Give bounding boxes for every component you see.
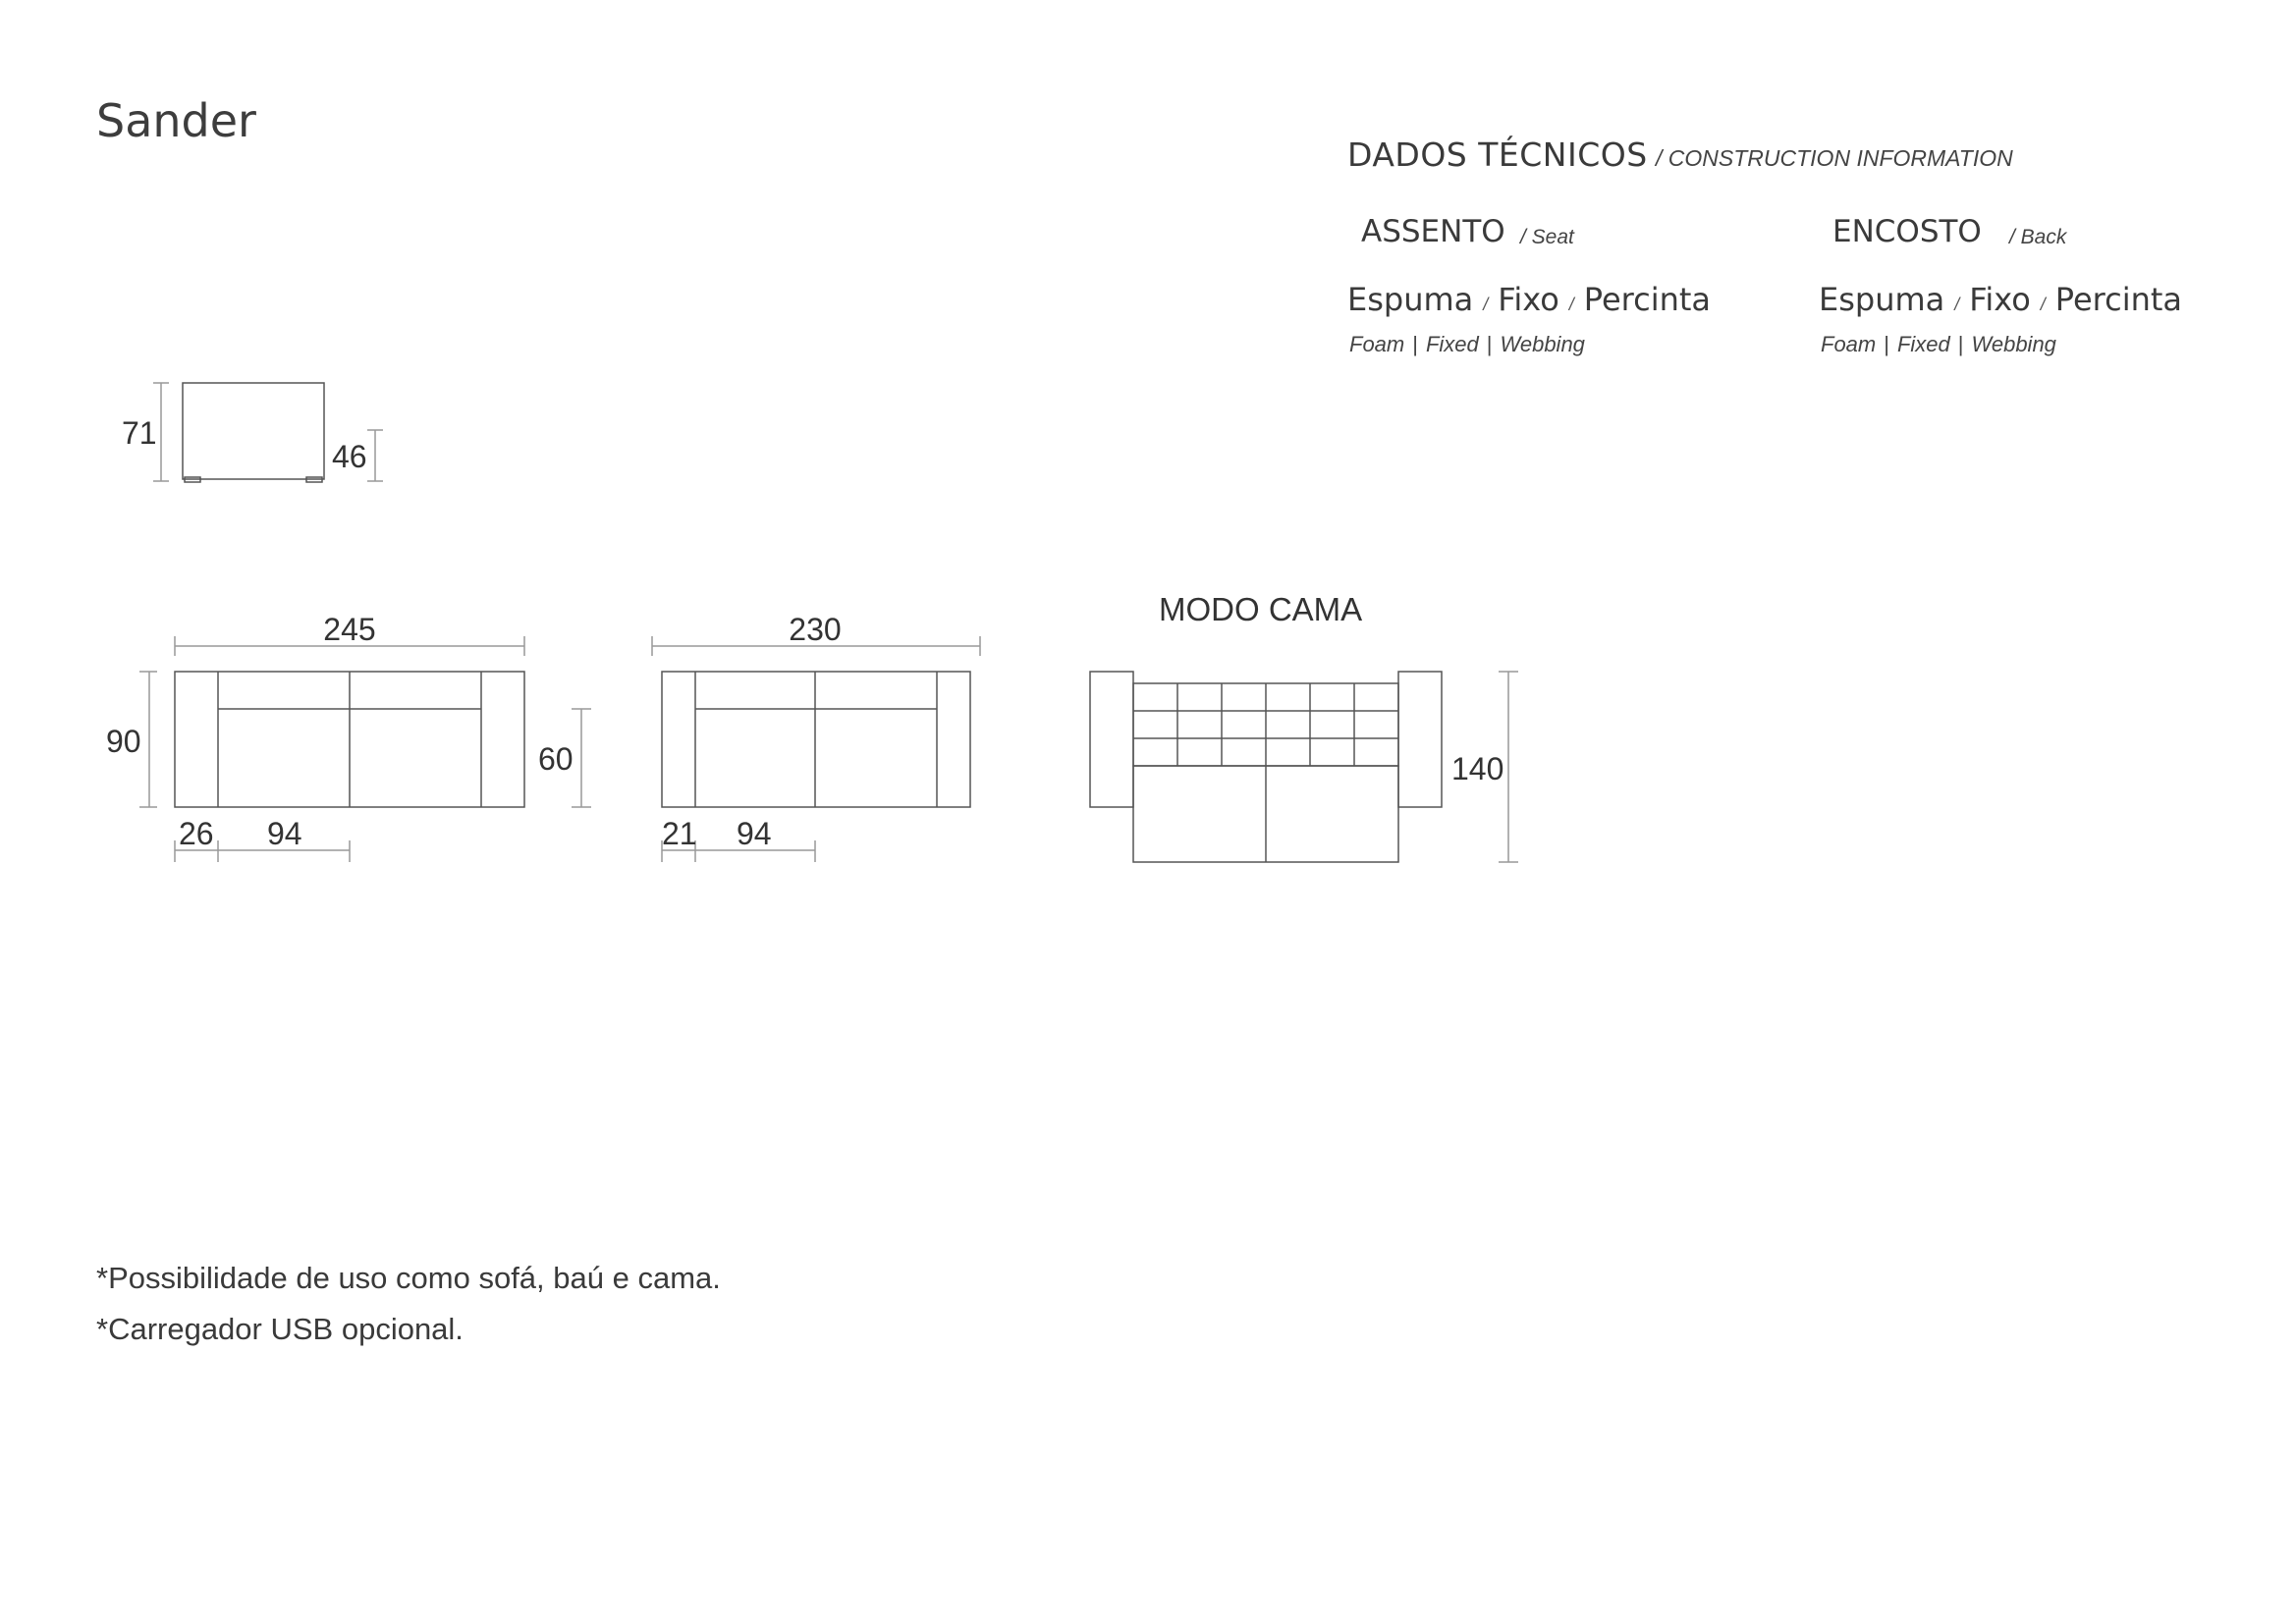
back-material: Espuma bbox=[1819, 281, 1945, 318]
seat-material: Espuma bbox=[1347, 281, 1474, 318]
bed-mode-drawing bbox=[1090, 672, 1442, 862]
dim-label-arm-width: 21 bbox=[662, 816, 697, 851]
seat-material: Fixo bbox=[1498, 281, 1559, 318]
seat-material: Percinta bbox=[1583, 281, 1712, 318]
back-material-en: Foam bbox=[1821, 332, 1877, 356]
bed-arm-left bbox=[1090, 672, 1133, 807]
note-usage: *Possibilidade de uso como sofá, baú e cama. bbox=[96, 1261, 721, 1295]
dim-label-seat-height: 46 bbox=[332, 439, 367, 474]
note-usb: *Carregador USB opcional. bbox=[96, 1312, 464, 1346]
back-label-en: / Back bbox=[2009, 226, 2067, 248]
dim-label-seat-width: 94 bbox=[267, 816, 302, 851]
back-material: Percinta bbox=[2054, 281, 2183, 318]
separator: / bbox=[1568, 295, 1574, 314]
back-material-en: Webbing bbox=[1971, 332, 2056, 356]
dim-label-seat-depth: 60 bbox=[538, 741, 574, 777]
sofa-small-drawing bbox=[662, 672, 970, 807]
technical-title: DADOS TÉCNICOS bbox=[1347, 135, 1648, 174]
seat-label: ASSENTO bbox=[1361, 214, 1505, 249]
dim-label-seat-width: 94 bbox=[737, 816, 772, 851]
dim-label-depth: 90 bbox=[106, 724, 141, 759]
separator: | bbox=[1957, 332, 1964, 356]
side-view-body bbox=[183, 383, 324, 479]
back-material: Fixo bbox=[1969, 281, 2031, 318]
sofa-small-dimensions bbox=[652, 636, 980, 862]
dim-label-length: 140 bbox=[1451, 751, 1504, 786]
back-label: ENCOSTO bbox=[1832, 214, 1982, 249]
seat-material-en: Fixed bbox=[1425, 332, 1479, 356]
dim-label-height: 71 bbox=[122, 415, 157, 451]
separator: / bbox=[2040, 295, 2046, 314]
dim-label-width: 230 bbox=[789, 612, 842, 647]
dim-label-arm-width: 26 bbox=[179, 816, 214, 851]
separator: | bbox=[1486, 332, 1493, 356]
separator: | bbox=[1884, 332, 1889, 356]
separator: / bbox=[1483, 295, 1489, 314]
separator: | bbox=[1412, 332, 1418, 356]
dim-label-width: 245 bbox=[323, 612, 376, 647]
seat-material-en: Webbing bbox=[1500, 332, 1585, 356]
seat-material-en: Foam bbox=[1349, 332, 1405, 356]
sofa-small-outline bbox=[662, 672, 970, 807]
bed-mode-title: MODO CAMA bbox=[1159, 591, 1363, 627]
sofa-large-drawing bbox=[175, 672, 524, 807]
seat-label-en: / Seat bbox=[1520, 226, 1574, 248]
bed-arm-right bbox=[1398, 672, 1442, 807]
product-title: Sander bbox=[96, 94, 256, 147]
technical-subtitle: / CONSTRUCTION INFORMATION bbox=[1656, 145, 2013, 171]
separator: / bbox=[1954, 295, 1960, 314]
back-material-en: Fixed bbox=[1896, 332, 1950, 356]
